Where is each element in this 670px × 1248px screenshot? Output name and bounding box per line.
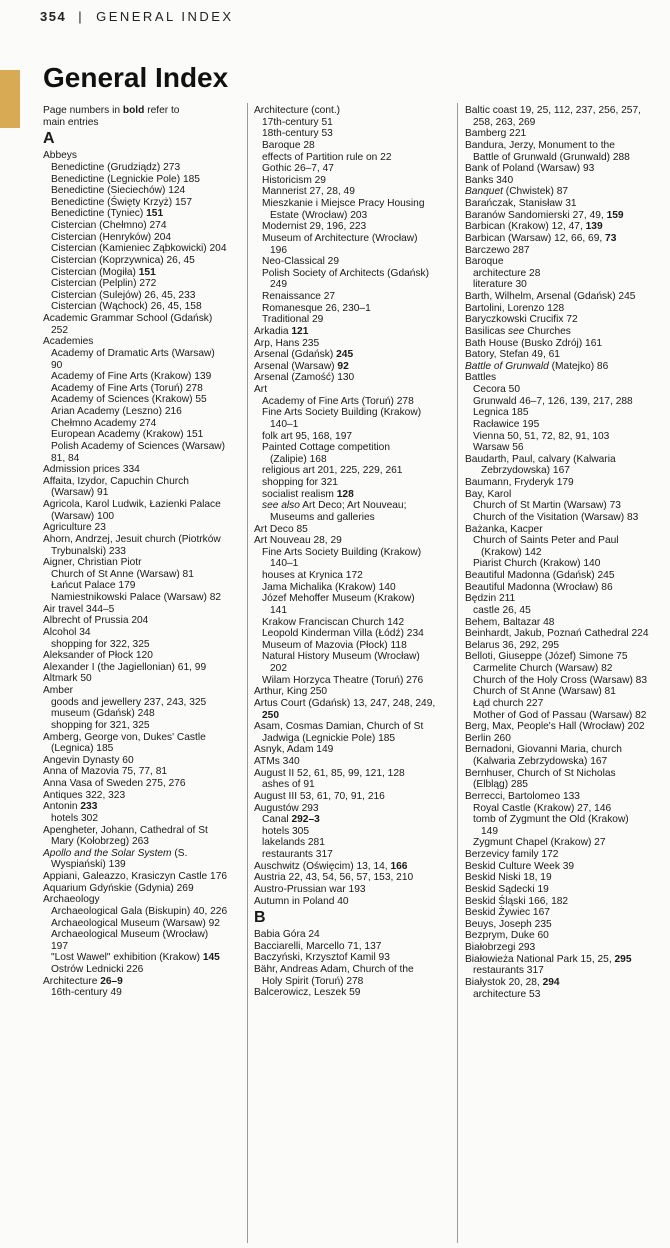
index-entry: Art Nouveau 28, 29 xyxy=(254,535,342,547)
intro-line: main entries xyxy=(43,116,99,128)
index-subentry: Archaeological Museum (Wrocław) xyxy=(51,929,209,941)
index-entry: Arsenal (Gdańsk) 245 xyxy=(254,349,354,361)
index-subentry: Cecora 50 xyxy=(473,384,521,395)
index-entry: Babia Góra 24 xyxy=(254,929,320,941)
index-entry: Auschwitz (Oświęcim) 13, 14, 166 xyxy=(254,860,408,872)
index-subentry: Academy of Sciences (Krakow) 55 xyxy=(51,394,207,406)
index-entry: Academic Grammar School (Gdańsk) xyxy=(43,313,213,324)
entries xyxy=(254,105,454,999)
index-subentry: Cistercian (Sulejów) 26, 45, 233 xyxy=(51,289,196,301)
index-entry: Beskid Sądecki 19 xyxy=(465,883,549,895)
index-subentry: Benedictine (Grudziądz) 273 xyxy=(51,161,181,173)
index-entry: Berlin 260 xyxy=(465,732,511,744)
index-entry: Barbican (Warsaw) 12, 66, 69, 73 xyxy=(465,232,617,244)
index-entry: Białowieża National Park 15, 25, 295 xyxy=(465,953,632,965)
entries xyxy=(43,130,243,999)
index-entry: Baroque xyxy=(465,256,504,268)
index-subentry: castle 26, 45 xyxy=(473,604,531,616)
index-subentry: 90 xyxy=(51,359,63,371)
index-entry: Apengheter, Johann, Cathedral of St xyxy=(43,824,208,836)
index-entry: Augustów 293 xyxy=(254,802,319,814)
index-subentry: shopping for 321 xyxy=(262,477,338,488)
index-subentry: Cistercian (Chełmno) 274 xyxy=(51,220,167,231)
index-subentry: religious art 201, 225, 229, 261 xyxy=(262,465,403,477)
index-subentry: Holy Spirit (Toruń) 278 xyxy=(262,975,364,987)
index-entry: Balcerowicz, Leszek 59 xyxy=(254,987,361,999)
index-subentry: Church of the Visitation (Warsaw) 83 xyxy=(473,511,639,523)
index-entry: Aigner, Christian Piotr xyxy=(43,557,142,569)
index-subentry: Academy of Dramatic Arts (Warsaw) xyxy=(51,347,215,359)
intro-line: Page numbers in bold refer to xyxy=(43,105,180,116)
index-entry: Amberg, George von, Dukes' Castle xyxy=(43,731,206,743)
section-tab-marker xyxy=(0,70,20,128)
index-entry: Bartolini, Lorenzo 128 xyxy=(465,302,565,314)
index-entry: Baumann, Fryderyk 179 xyxy=(465,477,574,488)
index-subentry: effects of Partition rule on 22 xyxy=(262,151,392,163)
index-entry: Anna Vasa of Sweden 275, 276 xyxy=(43,778,186,789)
index-subentry: Cistercian (Koprzywnica) 26, 45 xyxy=(51,254,195,266)
index-entry: Beautiful Madonna (Gdańsk) 245 xyxy=(465,570,615,581)
index-subentry: (Elbląg) 285 xyxy=(473,779,528,791)
index-subentry: Neo-Classical 29 xyxy=(262,256,340,268)
index-subentry: 140–1 xyxy=(270,418,299,430)
column-divider xyxy=(247,103,248,1243)
index-subentry: Warsaw 56 xyxy=(473,442,524,454)
index-subentry: Leopold Kinderman Villa (Łódź) 234 xyxy=(262,628,424,640)
index-entry: ATMs 340 xyxy=(254,756,300,767)
index-entry: Austro-Prussian war 193 xyxy=(254,883,366,895)
index-entry: Apollo and the Solar System (S. xyxy=(43,847,188,859)
index-subentry: Museums and galleries xyxy=(270,511,375,523)
index-entry: Angevin Dynasty 60 xyxy=(43,754,134,766)
index-subentry: Academy of Fine Arts (Toruń) 278 xyxy=(262,395,414,407)
index-subentry: Racławice 195 xyxy=(473,418,540,430)
index-subentry: Church of St Anne (Warsaw) 81 xyxy=(51,568,194,580)
index-column-2 xyxy=(254,105,454,999)
index-entry: Art xyxy=(254,384,268,395)
index-entry: Beinhardt, Jakub, Poznań Cathedral 224 xyxy=(465,628,649,640)
index-subentry: 18th-century 53 xyxy=(262,128,333,140)
index-entry: Bath House (Busko Zdrój) 161 xyxy=(465,337,603,349)
index-subentry: Museum of Mazovia (Płock) 118 xyxy=(262,639,407,651)
index-subentry: shopping for 321, 325 xyxy=(51,719,150,731)
index-entry: Alcohol 34 xyxy=(43,626,91,638)
index-column-1 xyxy=(43,105,243,999)
index-subentry: Ostrów Lednicki 226 xyxy=(51,964,144,975)
index-entry: Beskid Żywiec 167 xyxy=(465,907,550,919)
index-subentry: Renaissance 27 xyxy=(262,291,336,302)
index-subentry: Legnica 185 xyxy=(473,407,529,419)
index-entry: Battles xyxy=(465,372,497,384)
index-entry: August III 53, 61, 70, 91, 216 xyxy=(254,790,385,802)
index-subentry: (Krakow) 142 xyxy=(481,546,542,558)
index-entry: Baryczkowski Crucifix 72 xyxy=(465,314,578,326)
index-entry: Baudarth, Paul, calvary (Kalwaria xyxy=(465,453,616,465)
index-entry: Agriculture 23 xyxy=(43,522,106,534)
index-subentry: 197 xyxy=(51,940,68,952)
index-entry: Bacciarelli, Marcello 71, 137 xyxy=(254,940,382,952)
index-subentry: Vienna 50, 51, 72, 82, 91, 103 xyxy=(473,430,610,442)
index-subentry: Benedictine (Tyniec) 151 xyxy=(51,208,164,220)
index-subentry: (Warsaw) 91 xyxy=(51,487,109,499)
index-subentry: Fine Arts Society Building (Krakow) xyxy=(262,407,422,419)
index-subentry: Jadwiga (Legnickie Pole) 185 xyxy=(262,732,396,744)
index-subentry: ashes of 91 xyxy=(262,779,315,791)
index-entry: Artus Court (Gdańsk) 13, 247, 248, 249, xyxy=(254,697,436,709)
index-subentry: 250 xyxy=(262,709,279,721)
index-subentry: see also Art Deco; Art Nouveau; xyxy=(262,500,407,512)
index-subentry: houses at Krynica 172 xyxy=(262,570,363,581)
index-subentry: Cistercian (Henryków) 204 xyxy=(51,231,172,243)
index-entry: Abbeys xyxy=(43,150,77,162)
page-number: 354 xyxy=(40,9,67,24)
index-subentry: Fine Arts Society Building (Krakow) xyxy=(262,546,422,558)
index-entry: Arthur, King 250 xyxy=(254,686,328,698)
index-entry: Belarus 36, 292, 295 xyxy=(465,639,560,651)
index-entry: Berg, Max, People's Hall (Wrocław) 202 xyxy=(465,721,645,733)
index-entry: Białystok 20, 28, 294 xyxy=(465,976,560,988)
index-subentry: Archaeological Gala (Biskupin) 40, 226 xyxy=(51,905,228,917)
index-subentry: folk art 95, 168, 197 xyxy=(262,430,353,442)
index-subentry: 252 xyxy=(51,324,68,336)
index-entry: Barczewo 287 xyxy=(465,244,530,256)
index-subentry: 258, 263, 269 xyxy=(473,116,536,128)
index-subentry: 202 xyxy=(270,663,287,674)
index-entry: Batory, Stefan 49, 61 xyxy=(465,349,560,361)
index-subentry: Church of Saints Peter and Paul xyxy=(473,535,619,547)
index-entry: Admission prices 334 xyxy=(43,464,140,476)
index-subentry: Polish Society of Architects (Gdańsk) xyxy=(262,267,430,279)
index-subentry: Traditional 29 xyxy=(262,314,324,326)
index-subentry: socialist realism 128 xyxy=(262,488,354,500)
index-entry: Bähr, Andreas Adam, Church of the xyxy=(254,964,414,975)
index-entry: Arkadia 121 xyxy=(254,325,309,337)
index-entry: Bank of Poland (Warsaw) 93 xyxy=(465,163,595,175)
index-subentry: Church of St Martin (Warsaw) 73 xyxy=(473,500,621,512)
index-subentry: European Academy (Krakow) 151 xyxy=(51,429,204,441)
index-subentry: Battle of Grunwald (Grunwald) 288 xyxy=(473,151,630,163)
index-subentry: (Warsaw) 100 xyxy=(51,510,115,522)
index-subentry: Zebrzydowska) 167 xyxy=(481,465,570,477)
index-subentry: 16th-century 49 xyxy=(51,987,122,999)
index-entry: Bernhuser, Church of St Nicholas xyxy=(465,767,616,779)
index-subentry: Cistercian (Mogiła) 151 xyxy=(51,266,156,278)
index-subentry: Cistercian (Kamieniec Ząbkowicki) 204 xyxy=(51,243,227,255)
index-subentry: (Legnica) 185 xyxy=(51,743,114,755)
index-subentry: Modernist 29, 196, 223 xyxy=(262,221,367,233)
index-subentry: museum (Gdańsk) 248 xyxy=(51,708,155,720)
index-subentry: Museum of Architecture (Wrocław) xyxy=(262,232,418,244)
index-entry: Bażanka, Kacper xyxy=(465,523,543,535)
index-entry: Anna of Mazovia 75, 77, 81 xyxy=(43,766,168,778)
index-entry: Baranów Sandomierski 27, 49, 159 xyxy=(465,209,624,221)
letter-heading: B xyxy=(254,909,266,927)
index-subentry: Mother of God of Passau (Warsaw) 82 xyxy=(473,709,647,721)
index-entry: Barth, Wilhelm, Arsenal (Gdańsk) 245 xyxy=(465,291,636,302)
index-subentry: Cistercian (Pelplin) 272 xyxy=(51,278,157,290)
index-subentry: Mary (Kołobrzeg) 263 xyxy=(51,836,149,848)
index-subentry: Royal Castle (Krakow) 27, 146 xyxy=(473,802,612,814)
index-subentry: (Kalwaria Zebrzydowska) 167 xyxy=(473,756,608,767)
index-entry: Basilicas see Churches xyxy=(465,325,571,337)
index-subentry: Benedictine (Święty Krzyż) 157 xyxy=(51,196,192,208)
index-entry: Barańczak, Stanisław 31 xyxy=(465,198,577,209)
index-entry: August II 52, 61, 85, 99, 121, 128 xyxy=(254,767,405,779)
index-entry: Beskid Culture Week 39 xyxy=(465,860,575,872)
running-head xyxy=(40,9,234,24)
index-subentry: 81, 84 xyxy=(51,452,80,464)
letter-heading: A xyxy=(43,130,55,148)
index-entry: Bernadoni, Giovanni Maria, church xyxy=(465,744,622,756)
index-subentry: 141 xyxy=(270,604,287,616)
index-subentry: 196 xyxy=(270,244,287,256)
index-subentry: shopping for 322, 325 xyxy=(51,638,150,650)
index-subentry: architecture 53 xyxy=(473,988,541,1000)
index-subentry: Benedictine (Sieciechów) 124 xyxy=(51,185,186,197)
index-entry: Bezprym, Duke 60 xyxy=(465,930,549,942)
index-subentry: restaurants 317 xyxy=(473,965,544,977)
index-subentry: Painted Cottage competition xyxy=(262,442,390,454)
index-entry: Autumn in Poland 40 xyxy=(254,895,349,907)
index-entry: Agricola, Karol Ludwik, Łazienki Palace xyxy=(43,499,221,510)
index-subentry: Baroque 28 xyxy=(262,139,315,151)
index-entry: Barbican (Krakow) 12, 47, 139 xyxy=(465,221,603,233)
index-subentry: Arian Academy (Leszno) 216 xyxy=(51,406,182,417)
index-entry: Alexander I (the Jagiellonian) 61, 99 xyxy=(43,661,207,673)
index-entry: Altmark 50 xyxy=(43,673,92,685)
index-entry: Beskid Niski 18, 19 xyxy=(465,872,552,884)
index-entry: Arp, Hans 235 xyxy=(254,337,320,349)
index-subentry: Benedictine (Legnickie Pole) 185 xyxy=(51,173,200,185)
index-subentry: Carmelite Church (Warsaw) 82 xyxy=(473,663,613,674)
index-subentry: literature 30 xyxy=(473,279,527,291)
index-subentry: lakelands 281 xyxy=(262,837,325,849)
index-entry: Archaeology xyxy=(43,894,100,906)
index-subentry: Cistercian (Wąchock) 26, 45, 158 xyxy=(51,301,202,313)
index-entry: Arsenal (Zamość) 130 xyxy=(254,372,355,384)
index-subentry: 149 xyxy=(481,825,498,837)
index-subentry: Canal 292–3 xyxy=(262,814,320,826)
column-divider xyxy=(457,103,458,1243)
section-name: GENERAL INDEX xyxy=(96,9,234,24)
index-entry: Behem, Baltazar 48 xyxy=(465,616,555,628)
index-entry: Aleksander of Płock 120 xyxy=(43,650,153,662)
index-subentry: Grunwald 46–7, 126, 139, 217, 288 xyxy=(473,395,633,407)
index-entry: Amber xyxy=(43,685,74,696)
index-subentry: Łąd church 227 xyxy=(473,697,544,709)
index-entry: Antonin 233 xyxy=(43,801,98,813)
index-entry: Affaita, Izydor, Capuchin Church xyxy=(43,475,189,487)
index-subentry: Academy of Fine Arts (Toruń) 278 xyxy=(51,382,203,394)
index-subentry: Łańcut Palace 179 xyxy=(51,580,136,592)
index-entry: Beskid Śląski 166, 182 xyxy=(465,895,569,907)
index-subentry: Józef Mehoffer Museum (Krakow) xyxy=(262,593,415,605)
index-entry: Aquarium Gdyńskie (Gdynia) 269 xyxy=(43,882,194,894)
index-entry: Air travel 344–5 xyxy=(43,603,115,615)
index-subentry: Chełmno Academy 274 xyxy=(51,417,157,429)
index-subentry: Church of the Holy Cross (Warsaw) 83 xyxy=(473,674,647,686)
intro-note xyxy=(43,105,243,128)
index-subentry: hotels 302 xyxy=(51,812,99,824)
index-subentry: (Zalipie) 168 xyxy=(270,453,327,465)
index-entry: Białobrzegi 293 xyxy=(465,942,536,953)
index-subentry: Archaeological Museum (Warsaw) 92 xyxy=(51,917,220,929)
index-entry: Bandura, Jerzy, Monument to the xyxy=(465,139,615,151)
index-subentry: Estate (Wrocław) 203 xyxy=(270,209,368,221)
index-subentry: "Lost Wawel" exhibition (Krakow) 145 xyxy=(51,952,220,964)
index-subentry: Zygmunt Chapel (Krakow) 27 xyxy=(473,837,606,849)
index-column-3 xyxy=(465,105,663,1000)
index-subentry: tomb of Zygmunt the Old (Krakow) xyxy=(473,814,629,826)
index-subentry: Natural History Museum (Wrocław) xyxy=(262,651,420,663)
index-subentry: 17th-century 51 xyxy=(262,116,333,128)
index-entry: Bamberg 221 xyxy=(465,128,527,140)
index-entry: Beautiful Madonna (Wrocław) 86 xyxy=(465,581,613,593)
index-entry: Antiques 322, 323 xyxy=(43,789,126,801)
index-subentry: Romanesque 26, 230–1 xyxy=(262,302,371,314)
index-entry: Architecture 26–9 xyxy=(43,975,123,987)
index-subentry: Mannerist 27, 28, 49 xyxy=(262,186,355,198)
header-separator: | xyxy=(78,9,85,24)
index-entry: Baltic coast 19, 25, 112, 237, 256, 257, xyxy=(465,105,641,116)
index-entry: Appiani, Galeazzo, Krasiczyn Castle 176 xyxy=(43,871,228,882)
index-entry: Ahorn, Andrzej, Jesuit church (Piotrków xyxy=(43,533,221,545)
index-subentry: Polish Academy of Sciences (Warsaw) xyxy=(51,440,226,452)
index-entry: Austria 22, 43, 54, 56, 57, 153, 210 xyxy=(254,872,414,884)
index-subentry: Academy of Fine Arts (Krakow) 139 xyxy=(51,371,212,383)
index-subentry: Trybunalski) 233 xyxy=(51,545,126,557)
index-entry: Asam, Cosmas Damian, Church of St xyxy=(254,721,424,733)
index-subentry: Piarist Church (Krakow) 140 xyxy=(473,558,601,570)
index-entry: Beuys, Joseph 235 xyxy=(465,918,552,930)
index-entry: Berrecci, Bartolomeo 133 xyxy=(465,790,580,802)
index-subentry: goods and jewellery 237, 243, 325 xyxy=(51,696,207,708)
index-entry: Belloti, Giuseppe (Józef) Simone 75 xyxy=(465,651,628,663)
index-entry: Art Deco 85 xyxy=(254,523,308,535)
index-subentry: Jama Michalika (Krakow) 140 xyxy=(262,581,396,593)
index-subentry: Wyspiański) 139 xyxy=(51,859,126,871)
index-subentry: Namiestnikowski Palace (Warsaw) 82 xyxy=(51,592,222,603)
index-subentry: Krakow Franciscan Church 142 xyxy=(262,616,405,628)
index-entry: Baczyński, Krzysztof Kamil 93 xyxy=(254,952,390,964)
entries xyxy=(465,105,663,1000)
index-entry: Asnyk, Adam 149 xyxy=(254,744,334,756)
index-subentry: restaurants 317 xyxy=(262,849,333,860)
index-subentry: Mieszkanie i Miejsce Pracy Housing xyxy=(262,198,425,209)
index-entry: Academies xyxy=(43,336,94,348)
index-entry: Banquet (Chwistek) 87 xyxy=(465,186,569,198)
index-subentry: 249 xyxy=(270,279,287,291)
index-entry: Architecture (cont.) xyxy=(254,105,341,116)
index-entry: Będzin 211 xyxy=(465,593,516,605)
index-entry: Battle of Grunwald (Matejko) 86 xyxy=(465,360,609,372)
index-subentry: Church of St Anne (Warsaw) 81 xyxy=(473,686,616,698)
index-subentry: Wilam Horzyca Theatre (Toruń) 276 xyxy=(262,674,424,686)
page-title: General Index xyxy=(43,62,229,93)
index-entry: Berzevicy family 172 xyxy=(465,849,559,860)
index-subentry: architecture 28 xyxy=(473,267,541,279)
index-entry: Bay, Karol xyxy=(465,488,512,500)
index-entry: Albrecht of Prussia 204 xyxy=(43,615,149,627)
index-entry: Arsenal (Warsaw) 92 xyxy=(254,360,349,372)
index-subentry: Historicism 29 xyxy=(262,174,326,186)
index-entry: Banks 340 xyxy=(465,174,514,186)
index-subentry: 140–1 xyxy=(270,558,299,570)
index-subentry: Gothic 26–7, 47 xyxy=(262,163,334,175)
index-subentry: hotels 305 xyxy=(262,825,310,837)
